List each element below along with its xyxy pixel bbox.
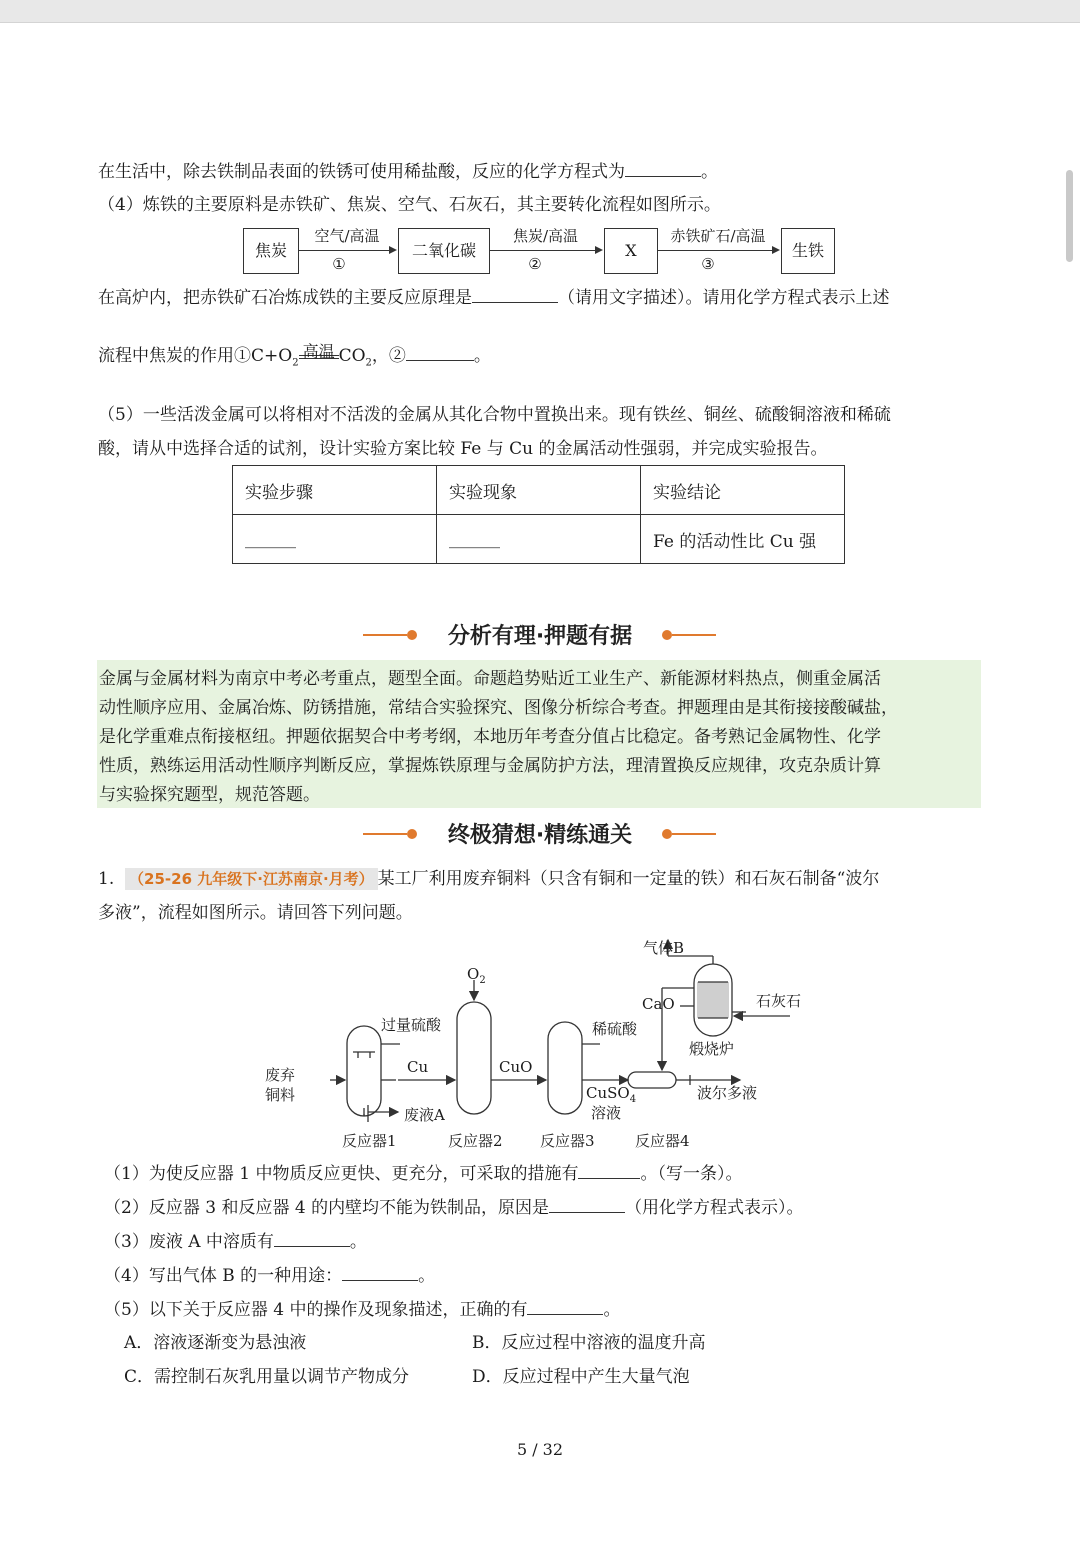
sub-question-2: （2）反应器 3 和反应器 4 的内壁均不能为铁制品，原因是 （用化学方程式表示）。 (104, 1198, 804, 1218)
experiment-report-table (232, 465, 845, 564)
cuo-label: CuO (499, 1058, 533, 1076)
analysis-line: 与实验探究题型，规范答题。 (99, 785, 320, 805)
part5-line1: （5）一些活泼金属可以将相对不活泼的金属从其化合物中置换出来。现有铁丝、铜丝、硫酸铜溶液和稀硫 (98, 405, 891, 425)
analysis-line: 动性顺序应用、金属冶炼、防锈措施，常结合实验探究、图像分析综合考查。押题理由是其衔接接酸碱盐， (99, 698, 898, 718)
answer-blank[interactable] (274, 1230, 350, 1247)
reaction-condition: 高温 (302, 342, 335, 361)
part4-intro: （4）炼铁的主要原料是赤铁矿、焦炭、空气、石灰石，其主要转化流程如图所示。 (98, 195, 721, 215)
option-a[interactable]: A．溶液逐渐变为悬浊液 (124, 1333, 307, 1353)
answer-blank[interactable] (472, 286, 558, 303)
flow-arrow-3-condition: 赤铁矿石/高温 (670, 227, 766, 245)
flow-arrow-1 (299, 250, 395, 251)
o2-label: $O_2$ (467, 965, 486, 986)
section-title-practice: 终极猜想·精练通关 (447, 823, 633, 848)
section-title-analysis: 分析有理·押题有据 (447, 624, 633, 649)
option-d[interactable]: D．反应过程中产生大量气泡 (472, 1367, 690, 1387)
equation-line: 流程中焦炭的作用$①C+O_2$ 高温 $CO_2$，② 。 (98, 342, 491, 369)
flow-arrow-2-condition: 焦炭/高温 (512, 227, 579, 245)
sub-question-3: （3）废液 A 中溶质有 。 (104, 1232, 367, 1252)
text-line: 在生活中，除去铁制品表面的铁锈可使用稀盐酸，反应的化学方程式为 。 (98, 162, 718, 182)
viewer-top-bar (0, 0, 1080, 23)
reactor-label: 反应器3 (540, 1132, 595, 1150)
flow-box-coke: 焦炭 (243, 228, 299, 274)
waste-copper-label: 铜料 (265, 1086, 296, 1104)
source-tag: （25-26 九年级下·江苏南京·月考） (125, 868, 378, 890)
waste-copper-label: 废弃 (265, 1066, 296, 1084)
waste-liquid-a-label: 废液A (404, 1106, 445, 1124)
calciner-label: 煅烧炉 (689, 1040, 735, 1058)
text-line: 在高炉内，把赤铁矿石冶炼成铁的主要反应原理是 （请用文字描述）。请用化学方程式表示上述 (98, 288, 890, 308)
cuso4-label: CuSO$_4$ (586, 1084, 637, 1105)
reactor-label: 反应器1 (342, 1132, 397, 1150)
option-b[interactable]: B．反应过程中溶液的温度升高 (472, 1333, 706, 1353)
reactor-label: 反应器2 (448, 1132, 503, 1150)
table-header: 实验现象 (437, 466, 641, 515)
cao-label: CaO (642, 995, 675, 1013)
dilute-acid-label: 稀硫酸 (592, 1020, 638, 1038)
flow-arrow-3 (658, 250, 778, 251)
flow-step-1: ① (332, 255, 346, 273)
analysis-line: 金属与金属材料为南京中考必考重点，题型全面。命题趋势贴近工业生产、新能源材料热点，侧重金属活 (99, 669, 881, 689)
process-flow-diagram (250, 930, 830, 1155)
flow-box-pig-iron: 生铁 (781, 228, 835, 274)
bordeaux-label: 波尔多液 (697, 1084, 758, 1102)
flow-step-3: ③ (701, 255, 715, 273)
flow-arrow-1-condition: 空气/高温 (314, 227, 380, 245)
limestone-label: 石灰石 (756, 992, 802, 1010)
analysis-box (97, 660, 981, 808)
solution-label: 溶液 (591, 1104, 622, 1122)
answer-blank[interactable] (342, 1264, 418, 1281)
answer-blank[interactable] (578, 1162, 640, 1179)
answer-blank[interactable] (406, 344, 474, 361)
analysis-line: 性质，熟练运用活动性顺序判断反应，掌握炼铁原理与金属防护方法，理清置换反应规律，攻克杂质计算 (99, 756, 881, 776)
q1-stem-line2: 多液”，流程如图所示。请回答下列问题。 (98, 903, 413, 923)
scrollbar-thumb[interactable] (1066, 170, 1073, 262)
excess-acid-label: 过量硫酸 (381, 1016, 442, 1034)
table-cell-blank[interactable]: ______ (233, 515, 437, 564)
table-cell-blank[interactable]: ______ (437, 515, 641, 564)
flow-step-2: ② (528, 255, 542, 273)
cu-label: Cu (407, 1058, 429, 1076)
part5-line2: 酸，请从中选择合适的试剂，设计实验方案比较 Fe 与 Cu 的金属活动性强弱，并完成实验报告。 (98, 439, 828, 459)
flow-arrow-2 (490, 250, 601, 251)
table-header-row (233, 466, 845, 515)
analysis-line: 是化学重难点衔接枢纽。押题依据契合中考考纲，本地历年考查分值占比稳定。备考熟记金属物性、化学 (99, 727, 881, 747)
answer-blank[interactable] (549, 1196, 625, 1213)
reactor-label: 反应器4 (635, 1132, 690, 1150)
flow-box-co2: 二氧化碳 (398, 228, 490, 274)
reactor-2-vessel (398, 980, 546, 1114)
table-header: 实验结论 (641, 466, 845, 515)
sub-question-5: （5）以下关于反应器 4 中的操作及现象描述，正确的有 。 (104, 1300, 621, 1320)
sub-question-1: （1）为使反应器 1 中物质反应更快、更充分，可采取的措施有 。（写一条）。 (104, 1164, 743, 1184)
option-c[interactable]: C．需控制石灰乳用量以调节产物成分 (124, 1367, 410, 1387)
flow-box-x: X (604, 228, 658, 274)
answer-blank[interactable] (527, 1298, 603, 1315)
table-row (233, 515, 845, 564)
page-number: 5 / 32 (516, 1440, 564, 1459)
reactor-1-vessel (330, 1026, 400, 1122)
sub-question-4: （4）写出气体 B 的一种用途： 。 (104, 1266, 436, 1286)
table-header: 实验步骤 (233, 466, 437, 515)
answer-blank[interactable] (625, 160, 701, 177)
gas-b-label: 气体B (643, 939, 685, 957)
table-cell: Fe 的活动性比 Cu 强 (641, 515, 845, 564)
q1-stem-line1: 1. （25-26 九年级下·江苏南京·月考） 某工厂利用废弃铜料（只含有铜和一定量的铁）和石灰石制备“波尔 (98, 869, 880, 889)
